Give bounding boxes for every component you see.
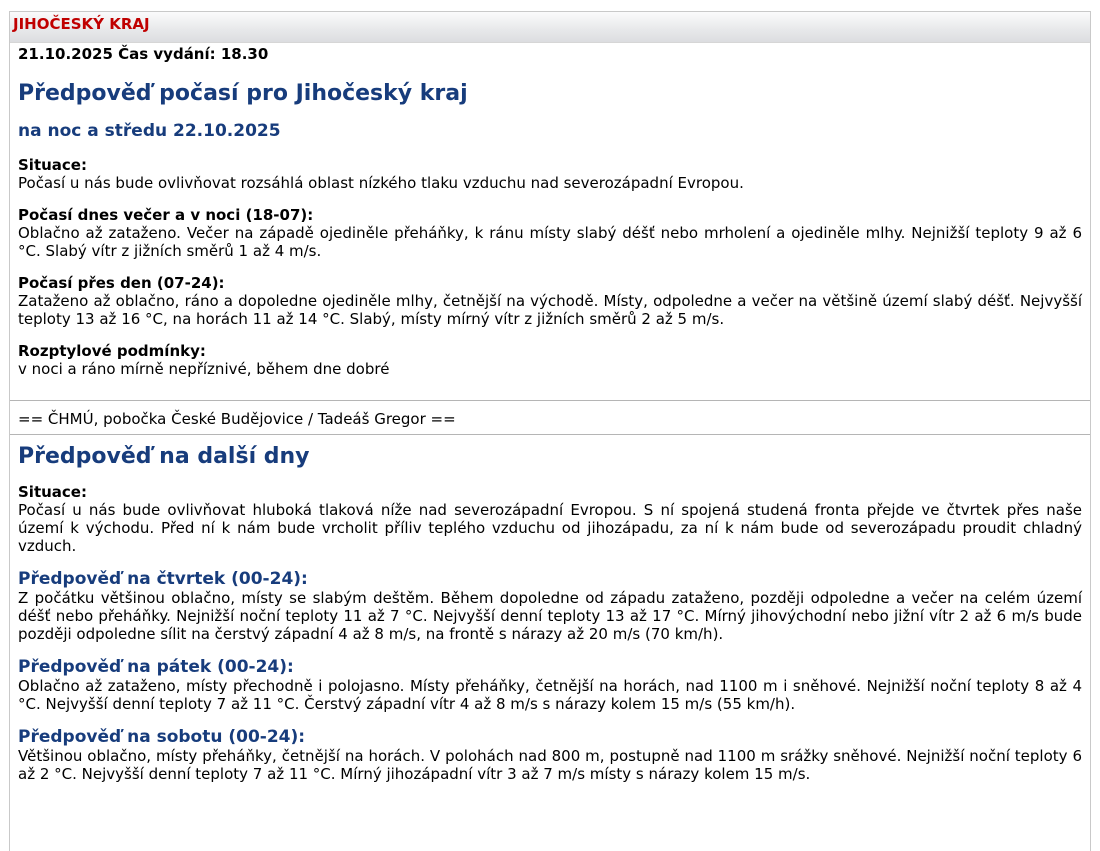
section-text: Zataženo až oblačno, ráno a dopoledne ojediněle mlhy, četnější na východě. Místy, odpoledne a večer na většině území slabý déšť. Nejvyšší teploty 13 až 16 °C, na horách 11 až 14 °C. Slabý, místy mírný vítr z jižních směrů 2 až 5 m/s. bbox=[18, 292, 1082, 328]
region-header bbox=[10, 12, 1090, 43]
next-days-situation bbox=[18, 483, 1082, 555]
day-label: Předpověď na pátek (00-24): bbox=[18, 657, 294, 677]
next-days-title: Předpověď na další dny bbox=[18, 444, 310, 469]
section-label: Počasí přes den (07-24): bbox=[18, 274, 225, 292]
divider bbox=[10, 434, 1090, 435]
day-text: Oblačno až zataženo, místy přechodně i polojasno. Místy přeháňky, četnější na horách, nad 1100 m i sněhové. Nejnižší noční teploty 8 až 4 °C. Nejvyšší denní teploty 7 až 11 °C. Čerstvý západní vítr 4 až 8 m/s s nárazy kolem 15 m/s (55 km/h). bbox=[18, 677, 1082, 713]
section-text: Oblačno až zataženo. Večer na západě ojediněle přeháňky, k ránu místy slabý déšť nebo mrholení a ojediněle mlhy. Nejnižší teploty 9 až 6 °C. Slabý vítr z jižních směrů 1 až 4 m/s. bbox=[18, 224, 1082, 260]
section-dispersion bbox=[18, 342, 1082, 378]
section-daytime bbox=[18, 274, 1082, 328]
section-situation bbox=[18, 156, 1082, 192]
issue-datetime: 21.10.2025 Čas vydání: 18.30 bbox=[18, 45, 269, 63]
forecast-title: Předpověď počasí pro Jihočeský kraj bbox=[18, 81, 468, 106]
region-title: JIHOČESKÝ KRAJ bbox=[13, 15, 150, 33]
forecast-subtitle: na noc a středu 22.10.2025 bbox=[18, 121, 281, 141]
day-text: Většinou oblačno, místy přeháňky, četnější na horách. V polohách nad 800 m, postupně nad 1100 m srážky sněhové. Nejnižší noční teploty 6 až 2 °C. Nejvyšší denní teploty 7 až 11 °C. Mírný jihozápadní vítr 3 až 7 m/s místy s nárazy kolem 15 m/s. bbox=[18, 747, 1082, 783]
section-tonight bbox=[18, 206, 1082, 260]
day-label: Předpověď na sobotu (00-24): bbox=[18, 727, 306, 747]
section-label: Rozptylové podmínky: bbox=[18, 342, 206, 360]
section-text: Počasí u nás bude ovlivňovat hluboká tlaková níže nad severozápadní Evropou. S ní spojená studená fronta přejde ve čtvrtek přes naše území k východu. Před ní k nám bude vrcholit příliv teplého vzduchu od jihozápadu, za ní k nám bude od severozápadu proudit chladný vzduch. bbox=[18, 501, 1082, 555]
author-line: == ČHMÚ, pobočka České Budějovice / Tadeáš Gregor == bbox=[18, 410, 456, 428]
forecast-panel bbox=[9, 11, 1091, 851]
section-label: Počasí dnes večer a v noci (18-07): bbox=[18, 206, 314, 224]
section-text: v noci a ráno mírně nepříznivé, během dne dobré bbox=[18, 360, 390, 378]
section-label: Situace: bbox=[18, 483, 87, 501]
forecast-saturday bbox=[18, 727, 1082, 783]
day-label: Předpověď na čtvrtek (00-24): bbox=[18, 569, 308, 589]
section-label: Situace: bbox=[18, 156, 87, 174]
forecast-friday bbox=[18, 657, 1082, 713]
day-text: Z počátku většinou oblačno, místy se slabým deštěm. Během dopoledne od západu zataženo, později odpoledne a večer na celém území déšť nebo přeháňky. Nejnižší noční teploty 11 až 7 °C. Nejvyšší denní teploty 13 až 17 °C. Mírný jihovýchodní nebo jižní vítr 2 až 6 m/s bude později odpoledne sílit na čerstvý západní 4 až 8 m/s, na frontě s nárazy až 20 m/s (70 km/h). bbox=[18, 589, 1082, 643]
forecast-thursday bbox=[18, 569, 1082, 643]
forecast-content bbox=[10, 45, 1090, 783]
section-text: Počasí u nás bude ovlivňovat rozsáhlá oblast nízkého tlaku vzduchu nad severozápadní Evropou. bbox=[18, 174, 744, 192]
